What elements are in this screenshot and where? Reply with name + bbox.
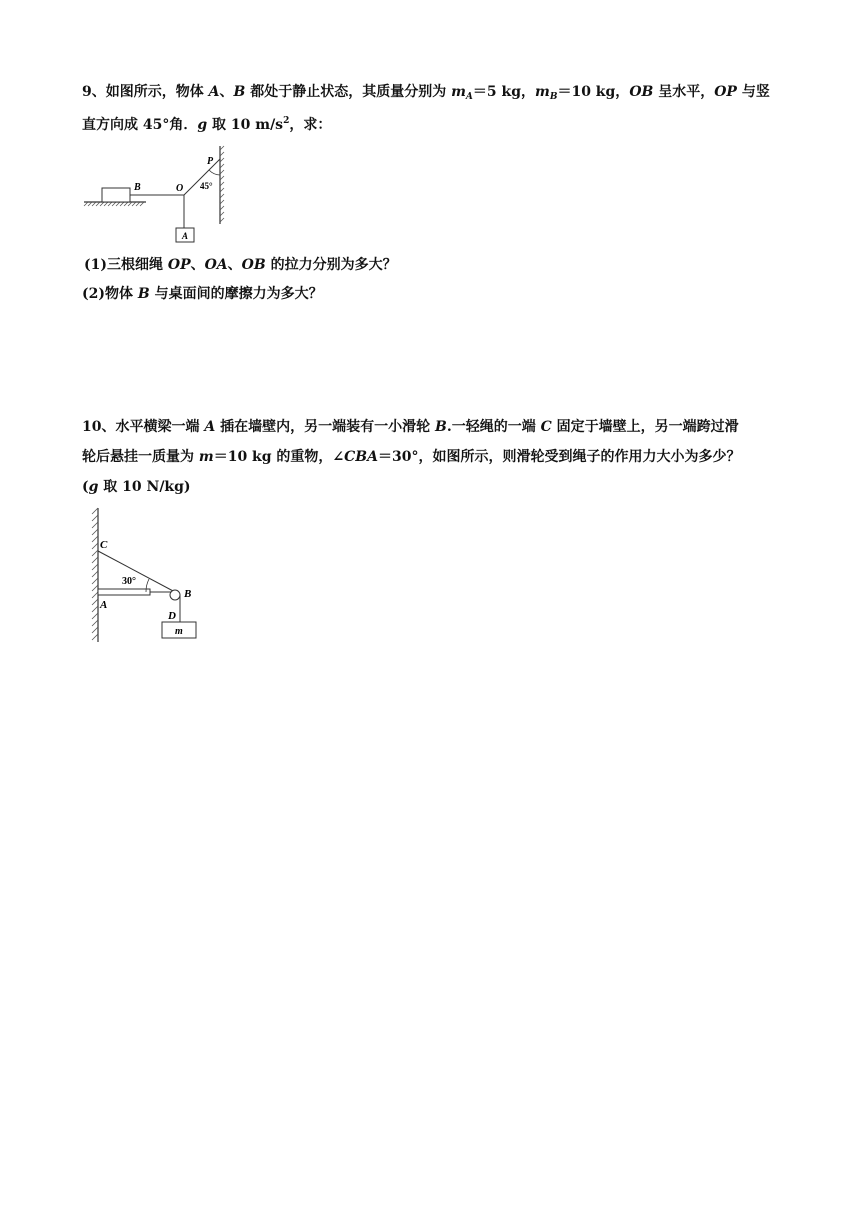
q9-sub1-text: 的拉力分别为多大？ [265,257,397,273]
var-m: m [198,449,214,465]
var-g: g [88,479,99,495]
label-O: O [176,183,184,194]
q9-sub1-text: 、 [227,257,242,273]
q9-text: 、 [219,84,234,100]
q9-figure [80,142,240,246]
beam-AB [98,589,150,595]
q9-line2 [82,111,331,135]
var-OA: OA [204,257,228,273]
q9-sub2 [82,284,323,304]
q10-text: .一轻绳的一端 [446,419,541,435]
var-B: B [434,419,447,435]
q10-text: 固定于墙壁上，另一端跨过滑 [551,419,739,435]
q9-text: 与竖 [736,84,770,100]
rope-CB [98,551,175,592]
q10-figure [84,504,214,646]
superscript-2: 2 [283,116,290,126]
var-CBA: CBA [344,449,378,465]
mass-B-value: ＝10 kg， [557,84,630,100]
label-B: B [134,182,141,193]
q9-text: 呈水平， [653,84,715,100]
q9-text: ，求： [289,117,332,133]
q9-line1 [82,82,770,107]
var-OB: OB [241,257,266,273]
subscript-A: A [465,92,473,102]
mass-A-value: ＝5 kg， [472,84,536,100]
table-hatch [84,202,144,206]
var-m: m [535,84,550,100]
label-P: P [207,156,214,167]
q10-text: ＝30°，如图所示，则滑轮受到绳子的作用力大小为多少？ [378,449,741,465]
label-m: m [175,626,183,637]
q9-text: 9、如图所示，物体 [82,84,209,100]
q10-text: ＝10 kg 的重物，∠ [213,449,345,465]
q9-text: 都处于静止状态，其质量分别为 [245,84,452,100]
var-B: B [233,84,246,100]
q10-line2 [82,447,740,467]
label-A: A [182,231,189,241]
q9-text: 直方向成 45°角． [82,117,198,133]
q10-text: 10、水平横梁一端 [82,419,205,435]
var-B: B [137,286,150,302]
label-B: B [184,588,192,600]
q9-sub1 [84,255,397,275]
label-A: A [100,599,108,611]
block-B [102,188,130,202]
var-OB: OB [629,84,654,100]
subscript-B: B [549,92,558,102]
q9-sub2-text: 与桌面间的摩擦力为多大？ [149,286,323,302]
var-A: A [204,419,216,435]
q10-text: 轮后悬挂一质量为 [82,449,199,465]
q9-sub2-text: (2)物体 [82,286,138,302]
label-30: 30° [122,576,136,587]
var-OP: OP [167,257,191,273]
q10-line3 [82,477,191,497]
label-C: C [100,539,108,551]
q9-sub1-text: 、 [190,257,205,273]
q10-text: 取 10 N/kg) [98,479,191,495]
var-C: C [540,419,552,435]
q9-text: 取 10 m/s [207,117,284,133]
var-m: m [451,84,466,100]
var-OP: OP [714,84,737,100]
var-g: g [197,117,208,133]
q10-text: 插在墙壁内，另一端装有一小滑轮 [215,419,435,435]
wall-hatch [92,508,98,640]
pulley-B [170,590,180,600]
q10-text: ( [82,479,89,495]
wall-hatch [220,146,224,222]
q10-line1 [82,417,739,437]
angle-arc-45 [209,170,220,175]
label-45: 45° [200,181,213,191]
q9-sub1-text: (1)三根细绳 [84,257,168,273]
var-A: A [208,84,220,100]
label-D: D [168,610,176,622]
